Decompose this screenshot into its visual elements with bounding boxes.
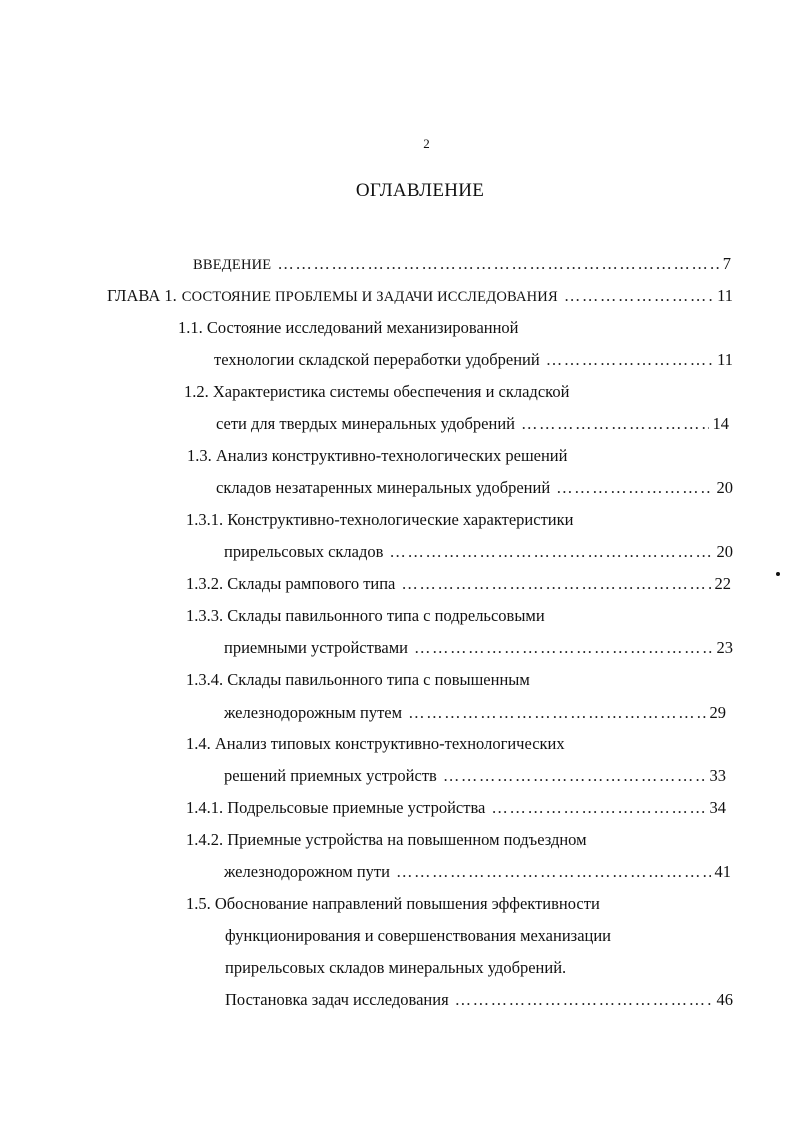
toc-entry-page: 20: [716, 542, 733, 561]
toc-entry-label: 1.3.2. Склады рампового типа: [186, 574, 396, 593]
toc-entry-1-3-3-line1[interactable]: 1.3.3. Склады павильонного типа с подрельсовыми: [186, 606, 545, 625]
toc-entry-1-3-1-line1[interactable]: 1.3.1. Конструктивно-технологические характеристики: [186, 510, 574, 529]
toc-entry-label: СОСТОЯНИЕ ПРОБЛЕМЫ И ЗАДАЧИ ИССЛЕДОВАНИЯ: [181, 289, 558, 305]
scan-speck: [776, 572, 780, 576]
toc-leader-dots: [491, 798, 705, 818]
toc-entry-1-4-1[interactable]: [186, 798, 726, 818]
toc-entry-label: 1.4.1. Подрельсовые приемные устройства: [186, 798, 486, 817]
toc-entry-1-2-line1[interactable]: 1.2. Характеристика системы обеспечения и складской: [184, 382, 570, 401]
toc-entry-1-4-line1[interactable]: 1.4. Анализ типовых конструктивно-технологических: [186, 734, 565, 753]
toc-entry-page: 7: [722, 254, 731, 273]
toc-entry-1-3-2[interactable]: [186, 574, 731, 594]
toc-leader-dots: [443, 766, 706, 786]
toc-leader-dots: [521, 414, 709, 434]
toc-leader-dots: [408, 703, 705, 723]
toc-entry-1-4-2-line1[interactable]: 1.4.2. Приемные устройства на повышенном подъездном: [186, 830, 587, 849]
toc-leader-dots: [401, 574, 710, 594]
toc-leader-dots: [564, 286, 713, 306]
toc-entry-label: приемными устройствами: [224, 638, 409, 657]
toc-entry-page: 11: [717, 286, 733, 305]
toc-entry-1-5-line2: функционирования и совершенствования механизации: [225, 926, 612, 945]
toc-entry-1-3-4-line1[interactable]: 1.3.4. Склады павильонного типа с повышенным: [186, 670, 530, 689]
toc-entry-1-5-line4[interactable]: [225, 990, 733, 1010]
toc-chapter-prefix: ГЛАВА 1.: [107, 286, 177, 305]
toc-entry-page: 33: [709, 766, 726, 785]
page-number: 2: [423, 136, 430, 151]
toc-entry-label: технологии складской переработки удобрений: [214, 350, 540, 369]
toc-entry-page: 22: [714, 574, 731, 593]
toc-entry-1-4-line2[interactable]: [224, 766, 726, 786]
toc-leader-dots: [414, 638, 712, 658]
toc-entry-1-4-2-line2[interactable]: [224, 862, 731, 882]
toc-entry-label: решений приемных устройств: [224, 766, 437, 785]
toc-entry-1-1-line2[interactable]: [214, 350, 733, 370]
toc-entry-1-3-1-line2[interactable]: [224, 542, 733, 562]
toc-title: ОГЛАВЛЕНИЕ: [355, 180, 485, 201]
toc-entry-1-5-line3: прирельсовых складов минеральных удобрений.: [225, 958, 567, 977]
toc-entry-1-3-line2[interactable]: [216, 478, 733, 498]
toc-entry-page: 29: [709, 703, 726, 722]
toc-entry-1-1-line1[interactable]: 1.1. Состояние исследований механизированной: [178, 318, 519, 337]
toc-entry-page: 14: [712, 414, 729, 433]
toc-entry-page: 11: [717, 350, 733, 369]
toc-entry-1-3-3-line2[interactable]: [224, 638, 733, 658]
toc-entry-page: 34: [709, 798, 726, 817]
toc-entry-label: Постановка задач исследования: [225, 990, 449, 1009]
toc-leader-dots: [396, 862, 711, 882]
toc-entry-page: 20: [716, 478, 733, 497]
toc-entry-chapter-1[interactable]: [107, 286, 733, 307]
toc-entry-1-5-line1[interactable]: 1.5. Обоснование направлений повышения эффективности: [186, 894, 600, 913]
toc-leader-dots: [556, 478, 712, 498]
toc-leader-dots: [277, 254, 718, 274]
toc-leader-dots: [389, 542, 712, 562]
toc-leader-dots: [455, 990, 713, 1010]
toc-entry-1-3-line1[interactable]: 1.3. Анализ конструктивно-технологических решений: [187, 446, 568, 465]
toc-entry-label: железнодорожном пути: [224, 862, 390, 881]
toc-entry-page: 46: [716, 990, 733, 1009]
toc-entry-1-2-line2[interactable]: [216, 414, 729, 434]
toc-entry-label: складов незатаренных минеральных удобрений: [216, 478, 551, 497]
toc-entry-intro[interactable]: [193, 254, 731, 275]
toc-entry-1-3-4-line2[interactable]: [224, 703, 726, 723]
toc-entry-label: железнодорожным путем: [224, 703, 403, 722]
toc-leader-dots: [546, 350, 713, 370]
toc-entry-label: ВВЕДЕНИЕ: [193, 257, 272, 273]
toc-entry-label: сети для твердых минеральных удобрений: [216, 414, 515, 433]
toc-entry-page: 41: [714, 862, 731, 881]
toc-entry-page: 23: [716, 638, 733, 657]
toc-entry-label: прирельсовых складов: [224, 542, 384, 561]
